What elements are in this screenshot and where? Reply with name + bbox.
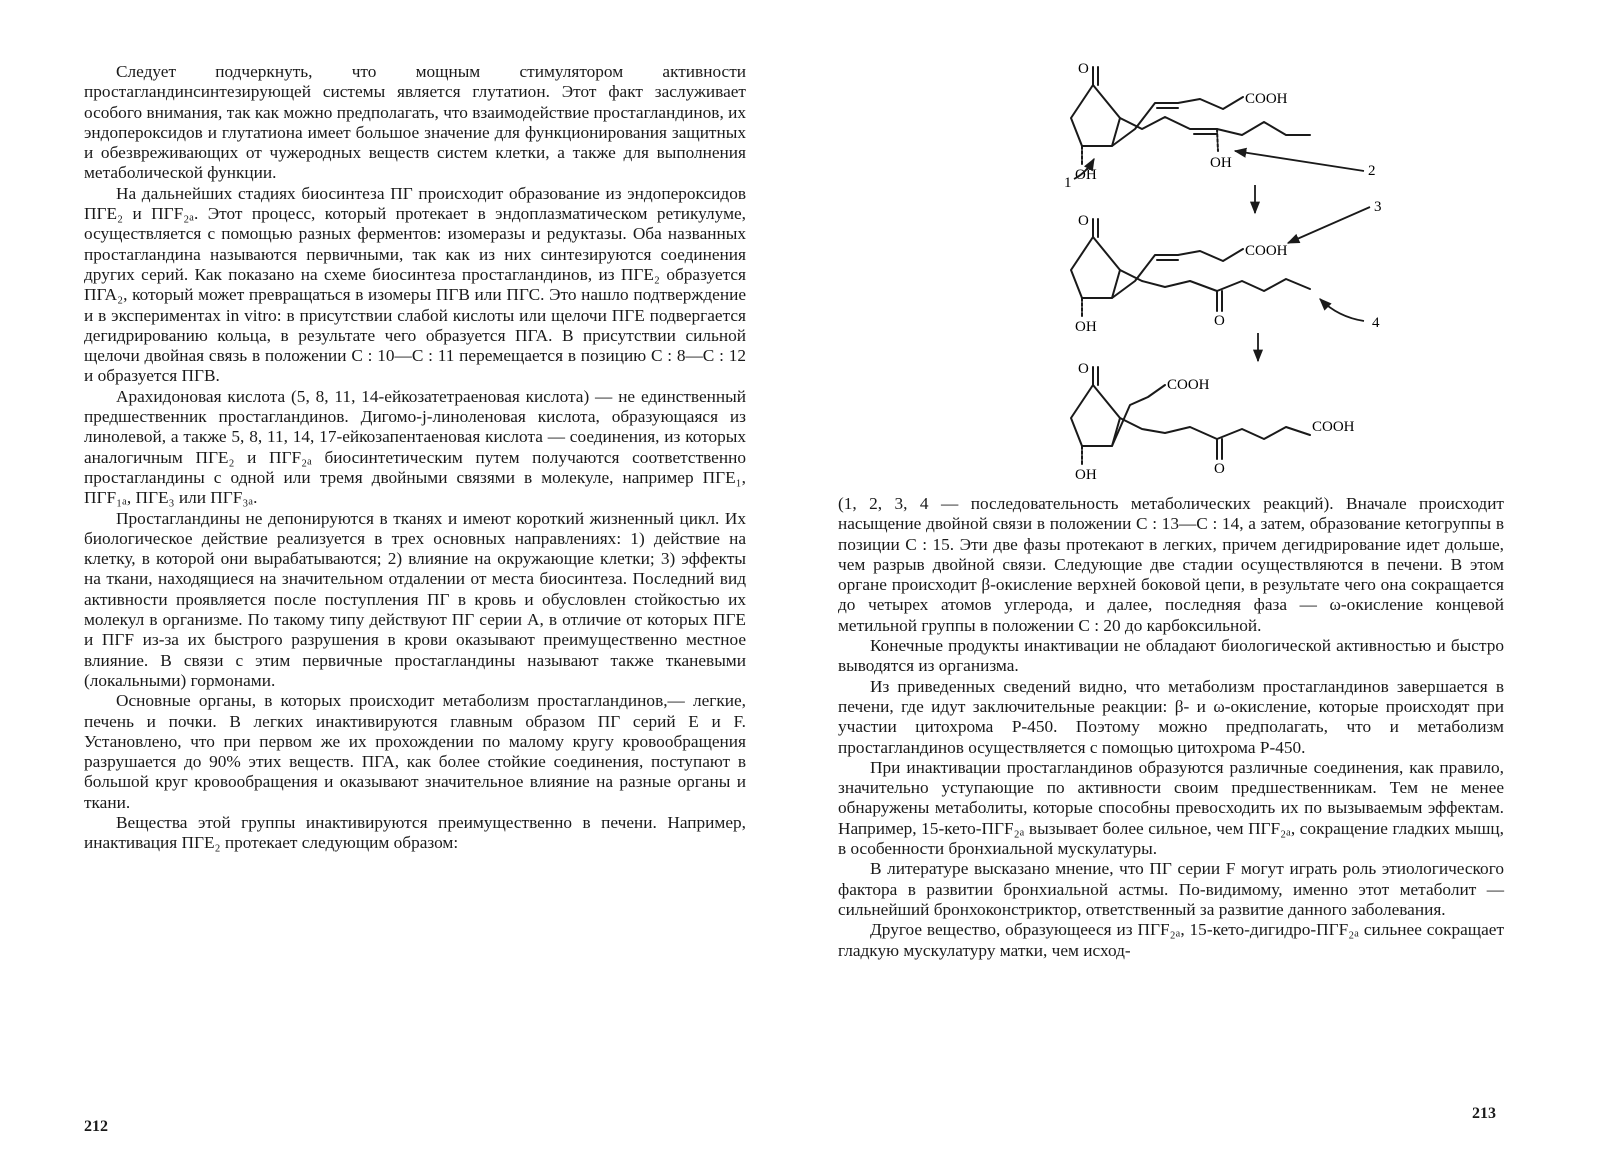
carboxyl-label: COOH	[1167, 377, 1210, 393]
hydroxyl-label: OH	[1075, 319, 1097, 335]
paragraph: Арахидоновая кислота (5, 8, 11, 14-ейкозатетраеновая кислота) — не единственный предшественник простагландинов. Дигомо-j-линоленовая кислота, образующаяся из линолевой, а также 5, 8, 11, 14, 17-ейкозапентаеновая кислота — соединения, из которых аналогичным ПГЕ₂ и ПГF₂ₐ биосинтетическим путем получаются соответственно простагландины с одной или тремя двойными связями в молекуле, например ПГЕ₁, ПГF₁ₐ, ПГЕ₃ или ПГF₃ₐ.	[84, 386, 746, 508]
structure-15-keto-dihydro-pge2	[1071, 199, 1382, 335]
text-column-left	[84, 62, 746, 854]
hydroxyl-label: OH	[1075, 467, 1097, 483]
paragraph: При инактивации простагландинов образуются различные соединения, как правило, значительно уступающие по активности своим предшественникам. Тем не менее обнаружены метаболиты, которые способны превосходить их по вызываемым эффектам. Например, 15-кето-ПГF₂ₐ вызывает более сильное, чем ПГF₂ₐ, сокращение гладких мышц, в особенности бронхиальной мускулатуры.	[838, 757, 1504, 859]
hydroxyl-label: OH	[1210, 155, 1232, 171]
page-number: 212	[84, 1118, 108, 1135]
paragraph: Из приведенных сведений видно, что метаболизм простагландинов завершается в печени, где идут заключительные реакции: β- и ω-окисление, которые происходят при участии цитохрома Р-450. Поэтому можно предполагать, что и метаболизм простагландинов осуществляется с помощью цитохрома Р-450.	[838, 676, 1504, 757]
oxo-label: O	[1078, 61, 1089, 77]
carboxyl-label: COOH	[1245, 243, 1288, 259]
oxo-label: O	[1214, 313, 1225, 329]
paragraph: Простагландины не депонируются в тканях и имеют короткий жизненный цикл. Их биологическое действие реализуется в трех основных направлениях: 1) действие на клетку, в которой они вырабатываются; 2) влияние на окружающие клетки; 3) эффекты на ткани, находящиеся на значительном отдалении от места биосинтеза. Последний вид активности проявляется после поступления ПГ в кровь и обусловлен стойкостью их молекул в организме. По такому типу действуют ПГ серии А, в отличие от которых ПГЕ и ПГF из-за их быстрого разрушения в крови оказывают преимущественно местное влияние. В связи с этим первичные простагландины называют также тканевыми (локальными) гормонами.	[84, 508, 746, 690]
paragraph: (1, 2, 3, 4 — последовательность метаболических реакций). Вначале происходит насыщение двойной связи в положении С : 13—С : 14, а затем, образование кетогруппы в позиции С : 15. Эти две фазы протекают в легких, причем дегидрирование идет дольше, чем разрыв двойной связи. Следующие две стадии осуществляются в печени. В этом органе происходит β-окисление верхней боковой цепи, в результате чего она сокращается до четырех атомов углерода, и далее, последняя фаза — ω-окисление концевой метильной группы в положении С : 20 до карбоксильной.	[838, 494, 1504, 635]
structure-pge2	[1064, 61, 1376, 191]
paragraph: На дальнейших стадиях биосинтеза ПГ происходит образование из эндопероксидов ПГЕ₂ и ПГF₂ₐ. Этот процесс, который протекает в эндоплазматическом ретикулуме, осуществляется с помощью разных ферментов: изомеразы и редуктазы. Оба названных простагландина называются первичными, так как из них синтезируются соединения других серий. Как показано на схеме биосинтеза простагландинов, из ПГЕ₂ образуется ПГА₂, который может превращаться в изомеры ПГВ или ПГС. Это нашло подтверждение и в экспериментах in vitro: в присутствии слабой кислоты или щелочи ПГЕ подвергается дегидрированию кольца, в результате чего образуется ПГА. В присутствии сильной щелочи двойная связь в положении С : 10—С : 11 перемещается в позицию С : 8—С : 12 и образуется ПГВ.	[84, 183, 746, 386]
oxo-label: O	[1214, 461, 1225, 477]
paragraph: Основные органы, в которых происходит метаболизм простагландинов,— легкие, печень и почки. В легких инактивируются главным образом ПГ серий Е и F. Установлено, что при первом же их прохождении по малому кругу кровообращения разрушается до 90% этих веществ. ПГА, как более стойкие соединения, поступают в большой круг кровообращения и оказывают значительное влияние на разные органы и ткани.	[84, 691, 746, 812]
paragraph: Конечные продукты инактивации не обладают биологической активностью и быстро выводятся из организма.	[838, 636, 1504, 676]
carboxyl-label: COOH	[1312, 419, 1355, 435]
paragraph: Вещества этой группы инактивируются преимущественно в печени. Например, инактивация ПГЕ₂ протекает следующим образом:	[84, 812, 746, 853]
step-number: 2	[1368, 163, 1376, 179]
step-number: 4	[1372, 315, 1380, 331]
hydroxyl-label: OH	[1075, 167, 1097, 183]
page-number: 213	[1472, 1105, 1496, 1122]
paragraph: Другое вещество, образующееся из ПГF₂ₐ, 15-кето-дигидро-ПГF₂ₐ сильнее сокращает гладкую мускулатуру матки, чем исход-	[838, 920, 1504, 960]
paragraph: В литературе высказано мнение, что ПГ серии F могут играть роль этиологического фактора в развитии бронхиальной астмы. По-видимому, именно этот метаболит — сильнейший бронхоконстриктор, ответственный за развитие данного заболевания.	[838, 859, 1504, 919]
step-number: 1	[1064, 175, 1072, 191]
oxo-label: O	[1078, 213, 1089, 229]
pge2-inactivation-scheme	[1020, 55, 1580, 485]
step-number: 3	[1374, 199, 1382, 215]
page-213	[800, 0, 1600, 1176]
paragraph: Следует подчеркнуть, что мощным стимулятором активности простагландинсинтезирующей системы является глутатион. Этот факт заслуживает особого внимания, так как можно предполагать, что взаимодействие простагландинов, их эндопероксидов и глутатиона имеет большое значение для функционирования защитных и обезвреживающих от чужеродных веществ систем клетки, а также для выполнения метаболической функции.	[84, 62, 746, 183]
text-column-right	[838, 494, 1504, 961]
structure-final-metabolite	[1071, 361, 1355, 483]
carboxyl-label: COOH	[1245, 91, 1288, 107]
oxo-label: O	[1078, 361, 1089, 377]
